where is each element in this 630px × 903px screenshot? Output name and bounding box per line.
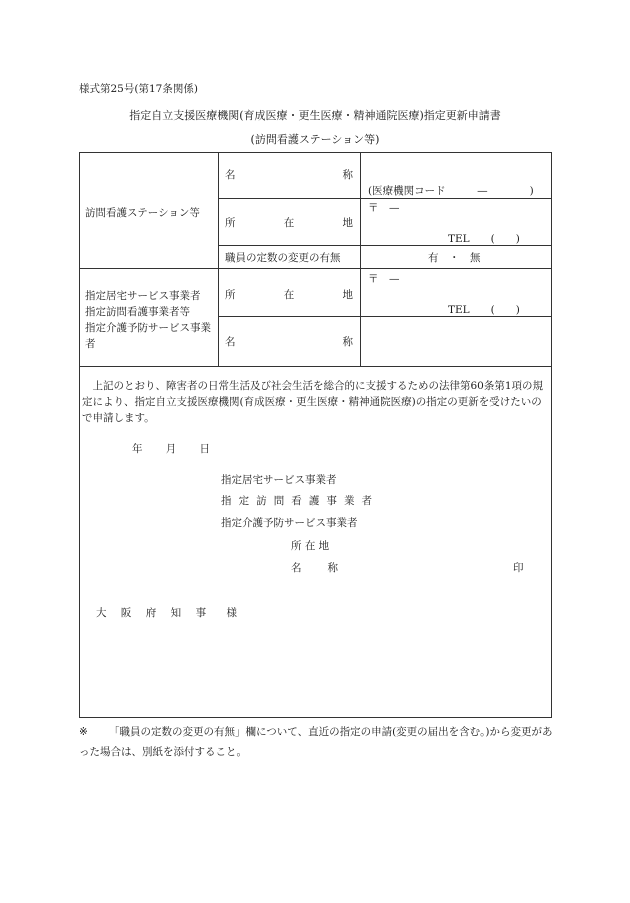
seal-mark: 印 (513, 562, 524, 574)
form-number: 様式第25号(第17条関係) (79, 83, 198, 95)
operator-name-label: 名 称 (225, 336, 353, 348)
applicant-line-1: 指定居宅サービス事業者 (221, 474, 337, 486)
row-divider (218, 198, 552, 199)
column-divider (360, 152, 361, 366)
operator-section-label: 指定居宅サービス事業者 指定訪問看護事業者等 指定介護予防サービス事業者 (85, 290, 211, 350)
section-divider (79, 268, 552, 269)
station-section-label: 訪問看護ステーション等 (85, 207, 200, 219)
column-divider (218, 152, 219, 366)
operator-postal-code[interactable]: 〒 — (368, 273, 400, 285)
footnote (79, 722, 553, 762)
station-postal-code[interactable]: 〒 — (368, 202, 400, 214)
institution-code-field[interactable]: (医療機関コード — ) (368, 185, 534, 197)
applicant-name-label: 名 称 (291, 562, 338, 574)
station-tel[interactable]: TEL ( ) (448, 233, 520, 245)
table-bottom-line (79, 366, 552, 367)
document-subtitle: (訪問看護ステーション等) (250, 133, 380, 146)
operator-location-label: 所 在 地 (225, 289, 353, 301)
applicant-line-2: 指 定 訪 問 看 護 事 業 者 (221, 495, 372, 507)
staff-change-label: 職員の定数の変更の有無 (225, 252, 341, 264)
note-text: 「職員の定数の変更の有無」欄について、直近の指定の申請(変更の届出を含む。)から変更があった場合は、別紙を添付すること。 (79, 726, 553, 758)
station-name-label: 名 称 (225, 169, 353, 181)
document-title: 指定自立支援医療機関(育成医療・更生医療・精神通院医療)指定更新申請書 (129, 109, 501, 122)
applicant-location-label: 所 在 地 (291, 540, 330, 552)
addressee: 大 阪 府 知 事 様 (96, 607, 237, 619)
applicant-line-3: 指定介護予防サービス事業者 (221, 517, 358, 529)
note-mark: ※ (79, 726, 88, 738)
application-statement: 上記のとおり、障害者の日常生活及び社会生活を総合的に支援するための法律第60条第1項の規定により、指定自立支援医療機関(育成医療・更生医療・精神通院医療)の指定の更新を受けたいので申請します。 (82, 380, 544, 424)
date-line[interactable]: 年 月 日 (132, 443, 210, 455)
staff-change-options[interactable]: 有 ・ 無 (428, 252, 481, 264)
station-location-label: 所 在 地 (225, 217, 353, 229)
operator-tel[interactable]: TEL ( ) (448, 304, 520, 316)
